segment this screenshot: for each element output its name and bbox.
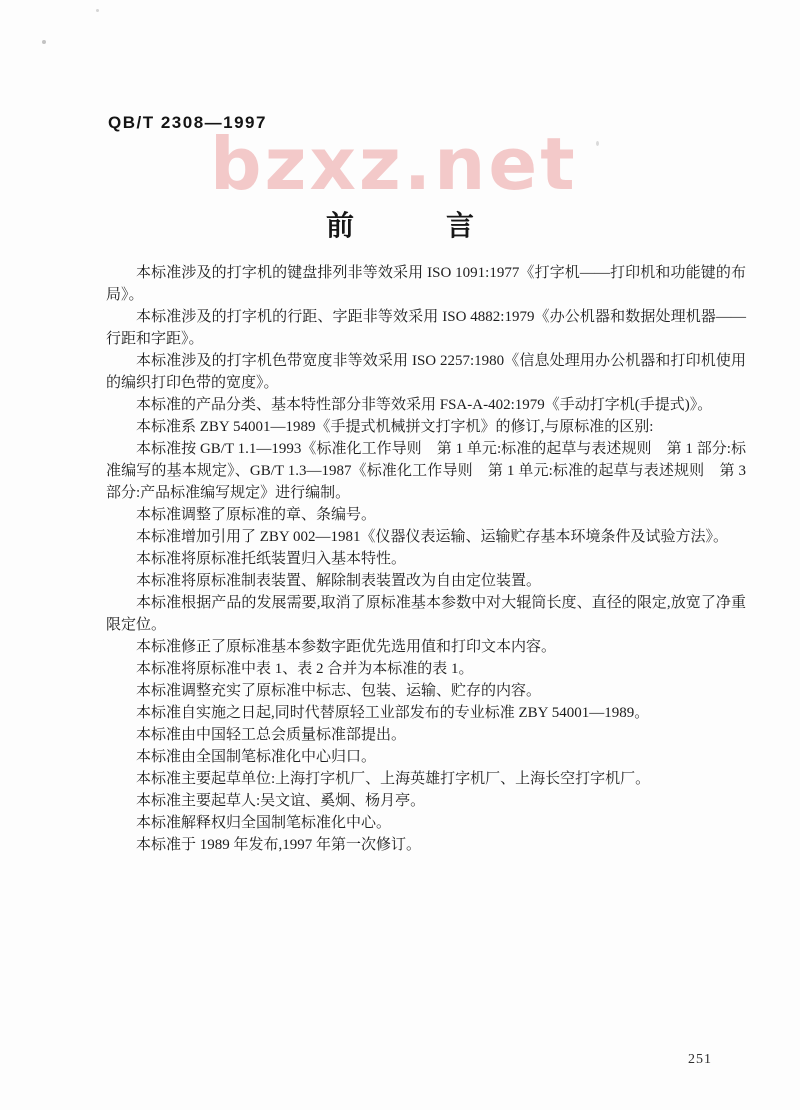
foreword-paragraph: 本标准将原标准托纸装置归入基本特性。 bbox=[136, 551, 407, 567]
foreword-paragraph: 本标准由中国轻工总会质量标准部提出。 bbox=[136, 727, 407, 743]
foreword-paragraph: 本标准涉及的打字机的键盘排列非等效采用 ISO 1091:1977《打字机——打印机和功能键的布局》。 bbox=[106, 265, 746, 303]
foreword-paragraph: 本标准自实施之日起,同时代替原轻工业部发布的专业标准 ZBY 54001—1989。 bbox=[136, 705, 650, 721]
foreword-paragraph: 本标准根据产品的发展需要,取消了原标准基本参数中对大辊筒长度、直径的限定,放宽了净重限定位。 bbox=[106, 595, 746, 633]
foreword-paragraph: 本标准增加引用了 ZBY 002—1981《仪器仪表运输、运输贮存基本环境条件及试验方法》。 bbox=[136, 529, 728, 545]
page-title-char-right: 言 bbox=[446, 211, 475, 242]
watermark-text: bzxz.net bbox=[210, 122, 578, 206]
foreword-paragraph: 本标准将原标准制表装置、解除制表装置改为自由定位装置。 bbox=[136, 573, 542, 589]
foreword-paragraph: 本标准涉及的打字机的行距、字距非等效采用 ISO 4882:1979《办公机器和数据处理机器——行距和字距》。 bbox=[106, 309, 746, 347]
foreword-paragraph: 本标准主要起草人:吴文谊、奚炯、杨月亭。 bbox=[136, 793, 426, 809]
foreword-paragraph: 本标准将原标准中表 1、表 2 合并为本标准的表 1。 bbox=[136, 661, 474, 677]
foreword-paragraph: 本标准涉及的打字机色带宽度非等效采用 ISO 2257:1980《信息处理用办公机器和打印机使用的编织打印色带的宽度》。 bbox=[106, 353, 746, 391]
page-title bbox=[0, 204, 800, 244]
foreword-paragraph: 本标准系 ZBY 54001—1989《手提式机械拼文打字机》的修订,与原标准的区别: bbox=[136, 419, 654, 435]
foreword-body bbox=[106, 262, 746, 856]
foreword-paragraph: 本标准解释权归全国制笔标准化中心。 bbox=[136, 815, 392, 831]
foreword-paragraph: 本标准主要起草单位:上海打字机厂、上海英雄打字机厂、上海长空打字机厂。 bbox=[136, 771, 651, 787]
page-number: 251 bbox=[688, 1052, 712, 1067]
scan-speck bbox=[42, 40, 46, 44]
page-title-char-left: 前 bbox=[325, 211, 354, 242]
foreword-paragraph: 本标准按 GB/T 1.1—1993《标准化工作导则 第 1 单元:标准的起草与表述规则 第 1 部分:标准编写的基本规定》、GB/T 1.3—1987《标准化工作导则 第 1 单元:标准的起草与表述规则 第 3 部分:产品标准编写规定》进行编制。 bbox=[106, 441, 746, 501]
foreword-paragraph: 本标准于 1989 年发布,1997 年第一次修订。 bbox=[136, 837, 422, 853]
foreword-paragraph: 本标准的产品分类、基本特性部分非等效采用 FSA-A-402:1979《手动打字机(手提式)》。 bbox=[136, 397, 713, 413]
foreword-paragraph: 本标准调整了原标准的章、条编号。 bbox=[136, 507, 377, 523]
standard-code-header: QB/T 2308—1997 bbox=[108, 113, 267, 132]
foreword-paragraph: 本标准修正了原标准基本参数字距优先选用值和打印文本内容。 bbox=[136, 639, 557, 655]
foreword-paragraph: 本标准由全国制笔标准化中心归口。 bbox=[136, 749, 377, 765]
scan-speck bbox=[96, 9, 99, 12]
scan-speck bbox=[596, 141, 599, 146]
foreword-paragraph: 本标准调整充实了原标准中标志、包装、运输、贮存的内容。 bbox=[136, 683, 542, 699]
